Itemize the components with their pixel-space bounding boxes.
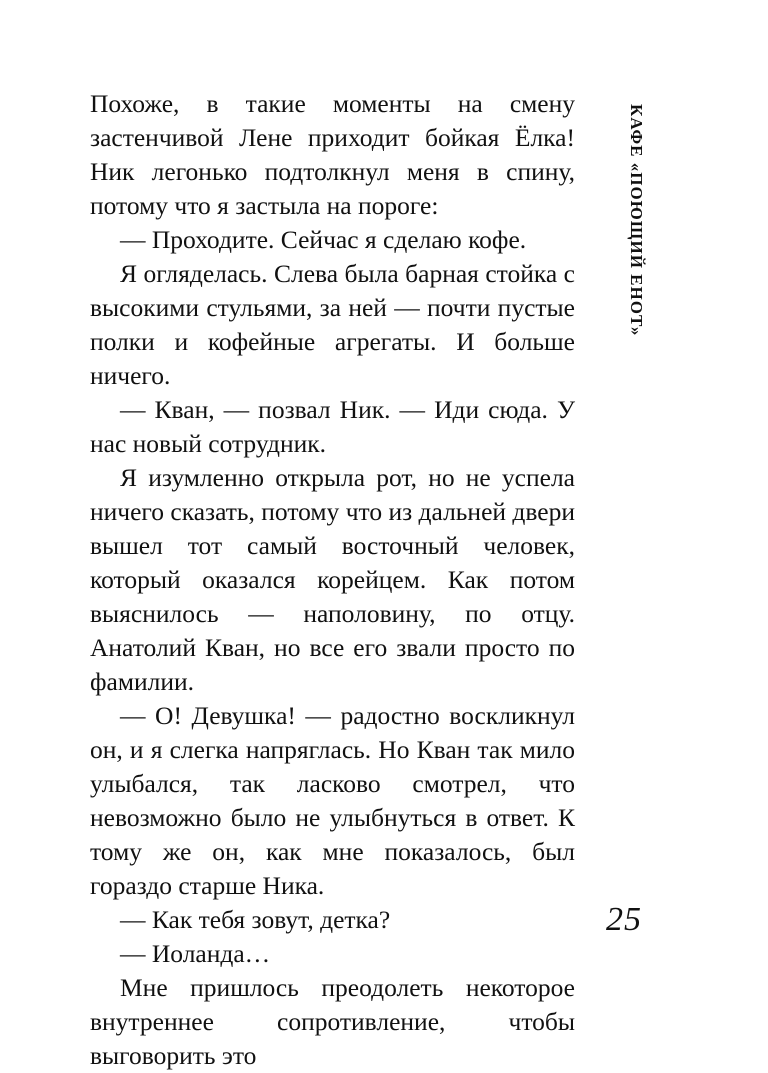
paragraph-1: Похоже, в такие моменты на смену застенчивой Лене приходит бойкая Ёлка! Ник легонько подтолкнул меня в спину, потому что я застыла на пороге: bbox=[90, 89, 575, 220]
paragraph-7: — Как тебя зовут, детка? bbox=[120, 905, 391, 934]
paragraph-4: — Кван, — позвал Ник. — Иди сюда. У нас новый сотрудник. bbox=[90, 395, 575, 458]
paragraph-5: Я изумленно открыла рот, но не успела ничего сказать, потому что из дальней двери вышел тот самый восточный человек, который оказался корейцем. Как потом выяснилось — наполовину, по отцу. Анатолий Кван, но все его звали просто по фамилии. bbox=[90, 463, 575, 696]
paragraph-3: Я огляделась. Слева была барная стойка с высокими стульями, за ней — почти пустые полки и кофейные агрегаты. И больше ничего. bbox=[90, 259, 575, 390]
paragraph-6: — О! Девушка! — радостно воскликнул он, и я слегка напряглась. Но Кван так мило улыбался, так ласково смотрел, что невозможно было не улыбнуться в ответ. К тому же он, как мне показалось, был гораздо старше Ника. bbox=[90, 701, 575, 900]
paragraph-9: Мне пришлось преодолеть некоторое внутреннее сопротивление, чтобы выговорить это bbox=[90, 973, 575, 1070]
paragraph-8: — Иоланда… bbox=[120, 939, 271, 968]
body-text bbox=[90, 87, 575, 1073]
page-number: 25 bbox=[606, 901, 642, 938]
paragraph-2: — Проходите. Сейчас я сделаю кофе. bbox=[120, 225, 527, 254]
running-head: КАФЕ «ПОЮЩИЙ ЕНОТ» bbox=[627, 104, 646, 337]
